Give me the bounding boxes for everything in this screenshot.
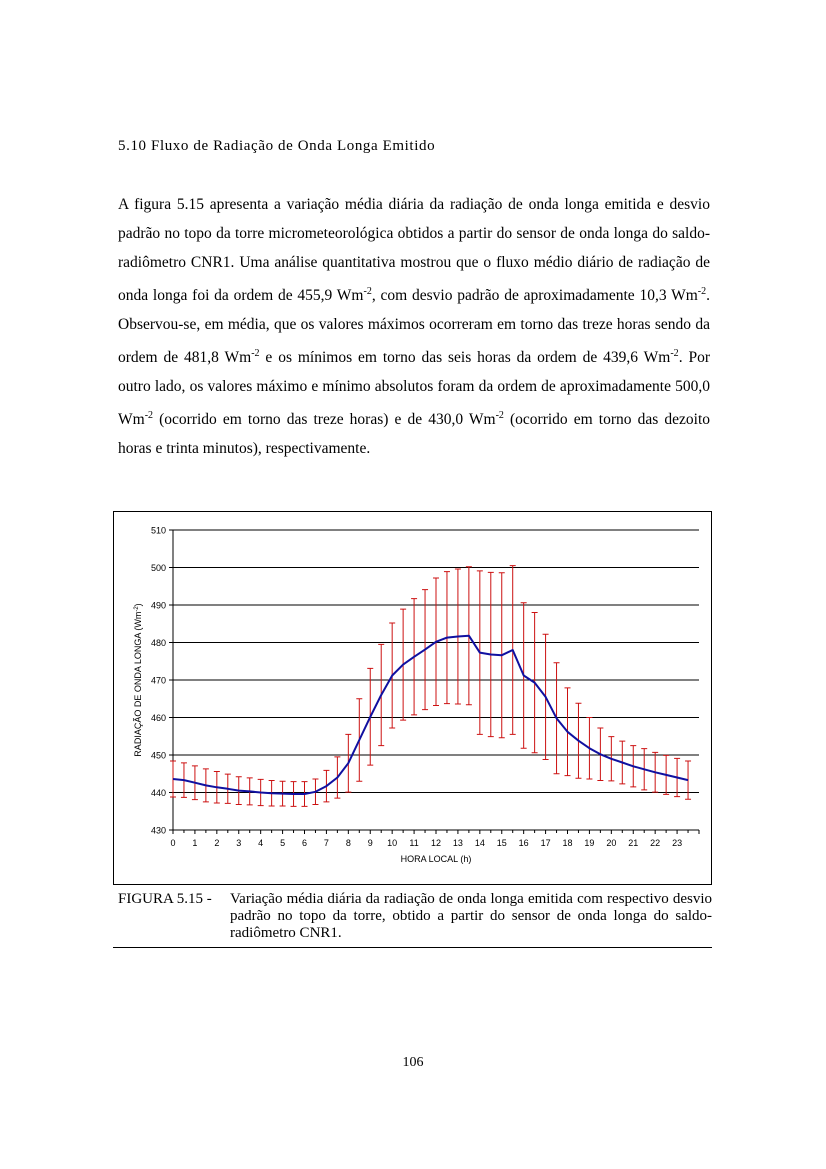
- x-tick-label: 10: [387, 838, 398, 848]
- caption-label: FIGURA 5.15 -: [118, 891, 212, 907]
- y-axis-label-sup: -2: [134, 606, 140, 612]
- unit-superscript: -2: [251, 348, 260, 360]
- y-tick-label: 430: [150, 825, 166, 836]
- x-tick-label: 3: [236, 838, 242, 848]
- y-axis-label: [133, 603, 143, 756]
- unit-superscript: -2: [670, 348, 679, 360]
- x-tick-label: 22: [650, 838, 661, 848]
- y-tick-label: 460: [150, 713, 166, 723]
- paragraph-text: (ocorrido em torno das treze horas) e de 430,0 Wm: [153, 411, 496, 429]
- x-axis-label: HORA LOCAL (h): [400, 854, 472, 864]
- y-tick-label: 450: [150, 750, 166, 761]
- x-tick-label: 9: [367, 838, 373, 848]
- x-tick-label: 16: [518, 838, 529, 848]
- x-tick-label: 4: [258, 838, 264, 848]
- y-tick-label: 440: [150, 788, 166, 798]
- y-tick-label: 510: [150, 525, 166, 536]
- y-tick-label: 490: [150, 600, 166, 611]
- x-tick-label: 2: [214, 838, 220, 848]
- page-number: 106: [402, 1055, 424, 1070]
- unit-superscript: -2: [144, 410, 154, 422]
- x-tick-label: 21: [628, 838, 639, 848]
- x-tick-label: 19: [584, 838, 595, 848]
- caption-text: Variação média diária da radiação de onda longa emitida com respectivo desvio padrão no topo da torre, obtido a partir do sensor de onda longa do saldo-radiômetro CNR1.: [230, 891, 712, 941]
- paragraph-text: . Observou-se, em média, que os valores máximos ocorreram em torno das treze horas sendo da ordem de 481,8 Wm: [118, 287, 710, 367]
- unit-superscript: -2: [363, 286, 372, 297]
- y-tick-label: 500: [150, 563, 166, 573]
- line-chart: [114, 512, 711, 884]
- paragraph-text: (ocorrido em torno das dezoito horas e trinta minutos), respectivamente.: [118, 411, 710, 458]
- y-tick-label: 480: [150, 638, 166, 648]
- x-tick-label: 5: [280, 838, 286, 848]
- x-tick-label: 20: [606, 838, 617, 848]
- figure-chart: [113, 511, 712, 885]
- x-tick-label: 6: [301, 838, 308, 848]
- x-tick-label: 0: [170, 838, 176, 848]
- paragraph-text: e os mínimos em torno das seis horas da ordem de 439,6 Wm: [259, 349, 671, 367]
- caption-divider: [113, 947, 712, 948]
- x-tick-label: 11: [409, 838, 419, 848]
- paragraph-text: . Por outro lado, os valores máximo e mínimo absolutos foram da ordem de aproximadamente 500,0 Wm: [118, 349, 710, 429]
- unit-superscript: -2: [495, 410, 504, 422]
- x-tick-label: 7: [323, 838, 329, 848]
- x-tick-label: 13: [452, 838, 463, 848]
- x-tick-label: 18: [562, 838, 573, 848]
- x-tick-label: 12: [430, 838, 442, 848]
- mean-series-line: [173, 636, 688, 794]
- y-axis-label-text: RADIAÇÃO DE ONDA LONGA (Wm: [133, 611, 143, 757]
- paragraph-text: A figura 5.15 apresenta a variação média diária da radiação de onda longa emitida e desvio padrão no topo da torre micrometeorológica obtidos a partir do sensor de onda longa do saldo-radiômetro CNR1. Uma análise quantitativa mostrou que o fluxo médio diário de radiação de onda longa foi da ordem de 455,9 Wm: [118, 196, 710, 305]
- body-paragraph: [118, 190, 710, 463]
- x-tick-label: 14: [474, 838, 485, 848]
- paragraph-text: , com desvio padrão de aproximadamente 10,3 Wm: [371, 287, 698, 305]
- unit-superscript: -2: [697, 286, 707, 297]
- x-tick-label: 1: [192, 838, 198, 848]
- section-title: 5.10 Fluxo de Radiação de Onda Longa Emitido: [118, 138, 436, 154]
- x-tick-label: 8: [345, 838, 351, 848]
- x-tick-label: 23: [672, 838, 683, 848]
- y-tick-label: 470: [150, 675, 166, 686]
- y-axis-label-end: ): [133, 603, 143, 607]
- x-tick-label: 17: [540, 838, 551, 848]
- x-tick-label: 15: [496, 838, 507, 848]
